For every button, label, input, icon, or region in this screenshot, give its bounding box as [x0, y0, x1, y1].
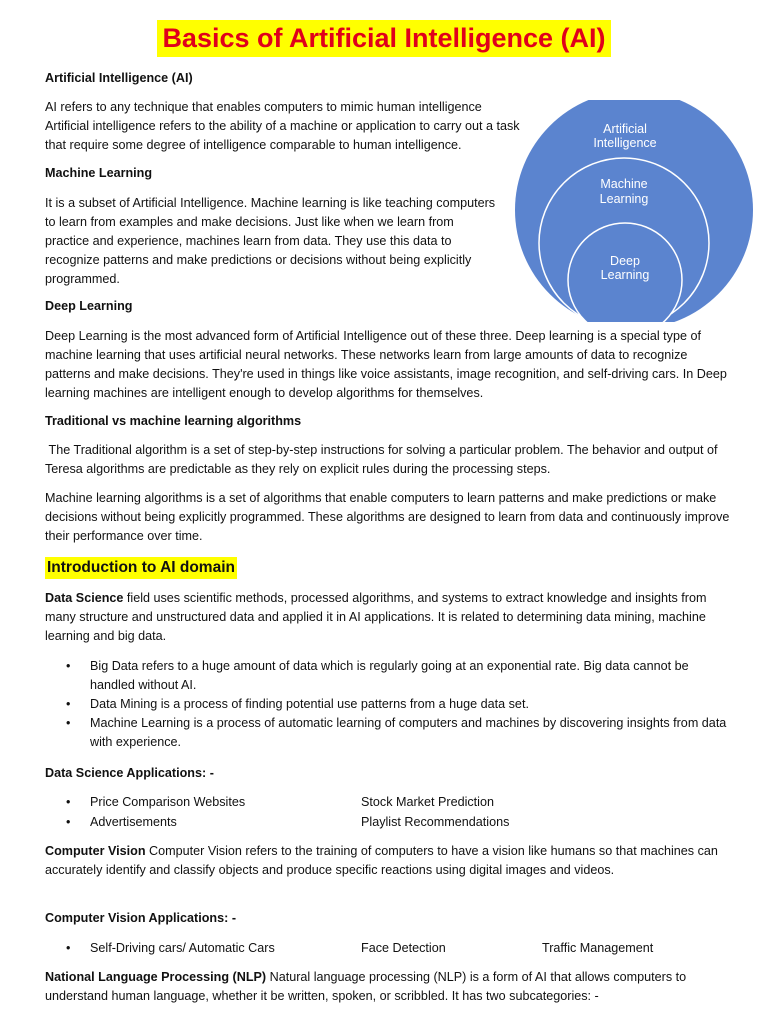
venn-inner-label-2: Learning — [600, 268, 650, 282]
ds-apps-row — [45, 813, 735, 832]
nlp-body: Natural language processing (NLP) is a form of AI that allows computers to understand human language, whether it be written, spoken, or scribbled. It has two subcategories: - — [45, 970, 687, 1003]
ds-bullet-text: Big Data refers to a huge amount of data which is regularly going at an exponential rate. Big data cannot be handled without AI. — [90, 659, 689, 692]
venn-inner-label-1: Deep — [610, 254, 640, 268]
dl-body: Deep Learning is the most advanced form of Artificial Intelligence out of these three. Deep learning is a special type of machine learning that uses artificial neural networks. These networks learn from large amounts of data to recognize patterns and make decisions. They're used in things like voice assistants, image recognition, and self-driving cars. In Deep learning machines are intelligent enough to develop algorithms for themselves. — [45, 329, 727, 400]
trad-body-2: Machine learning algorithms is a set of algorithms that enable computers to learn patterns and make predictions or make decisions without being explicitly programmed. These algorithms are designed to learn from data and continuously improve their performance over time. — [45, 491, 730, 543]
ds-app-item: Stock Market Prediction — [361, 795, 494, 809]
cv-app-item: Face Detection — [361, 941, 446, 955]
venn-outer-label-1: Artificial — [603, 122, 647, 136]
nlp-term: National Language Processing (NLP) — [45, 970, 267, 984]
venn-middle-label-2: Learning — [599, 192, 649, 206]
bullet-icon: • — [66, 795, 71, 809]
cv-apps-heading: Computer Vision Applications: - — [45, 911, 237, 925]
list-item — [45, 695, 730, 714]
ds-body: field uses scientific methods, processed algorithms, and systems to extract knowledge and insights from many structure and unstructured data and applied it in AI applications. It is related to determining data mining, machine learning and big data. — [45, 591, 707, 643]
cv-body: Computer Vision refers to the training of computers to have a vision like humans so that machines can accurately identify and classify objects and produce specific reactions using digital images and videos. — [45, 844, 718, 877]
nlp-paragraph — [45, 968, 730, 1006]
ds-bullet-text: Machine Learning is a process of automatic learning of computers and machines by discovering insights from data with experience. — [90, 716, 727, 749]
ai-heading: Artificial Intelligence (AI) — [45, 71, 193, 85]
bullet-icon: • — [66, 815, 71, 829]
bullet-icon: • — [66, 659, 71, 673]
cv-app-item: Traffic Management — [542, 941, 654, 955]
ds-app-item: Advertisements — [90, 815, 177, 829]
ds-apps-heading: Data Science Applications: - — [45, 766, 214, 780]
list-item — [45, 657, 730, 695]
cv-app-item: Self-Driving cars/ Automatic Cars — [90, 941, 275, 955]
dl-heading: Deep Learning — [45, 299, 133, 313]
ai-venn-diagram — [512, 100, 755, 322]
ds-paragraph — [45, 589, 730, 646]
ds-app-item: Price Comparison Websites — [90, 795, 246, 809]
venn-middle-label-1: Machine — [600, 177, 648, 191]
ds-term: Data Science — [45, 591, 124, 605]
title-wrap — [0, 20, 768, 57]
cv-apps-row — [45, 939, 735, 958]
cv-term: Computer Vision — [45, 844, 146, 858]
ds-bullet-list — [45, 657, 730, 752]
page-title: Basics of Artificial Intelligence (AI) — [157, 20, 610, 57]
ai-line-1: AI refers to any technique that enables computers to mimic human intelligence — [45, 100, 482, 114]
ds-apps-row — [45, 793, 735, 812]
cv-paragraph — [45, 842, 730, 880]
bullet-icon: • — [66, 716, 71, 730]
ds-app-item: Playlist Recommendations — [361, 815, 510, 829]
bullet-icon: • — [66, 941, 71, 955]
intro-heading: Introduction to AI domain — [45, 557, 237, 579]
ai-line-2: Artificial intelligence refers to the ability of a machine or application to carry out a task that require some degree of intelligence comparable to human intelligence. — [45, 119, 520, 152]
venn-outer-label-2: Intelligence — [593, 136, 657, 150]
ds-bullet-text: Data Mining is a process of finding potential use patterns from a huge data set. — [90, 697, 529, 711]
trad-heading: Traditional vs machine learning algorithms — [45, 414, 302, 428]
ml-body: It is a subset of Artificial Intelligence. Machine learning is like teaching computers to learn from examples and make decisions. Just like when we learn from practice and experience, machines learn from data. They use this data to recognize patterns and make predictions or decisions without being explicitly programmed. — [45, 196, 496, 286]
bullet-icon: • — [66, 697, 71, 711]
ml-heading: Machine Learning — [45, 166, 153, 180]
list-item — [45, 714, 730, 752]
trad-body-1: The Traditional algorithm is a set of step-by-step instructions for solving a particular problem. The behavior and output of Teresa algorithms are predictable as they rely on explicit rules during the processing steps. — [45, 443, 721, 476]
